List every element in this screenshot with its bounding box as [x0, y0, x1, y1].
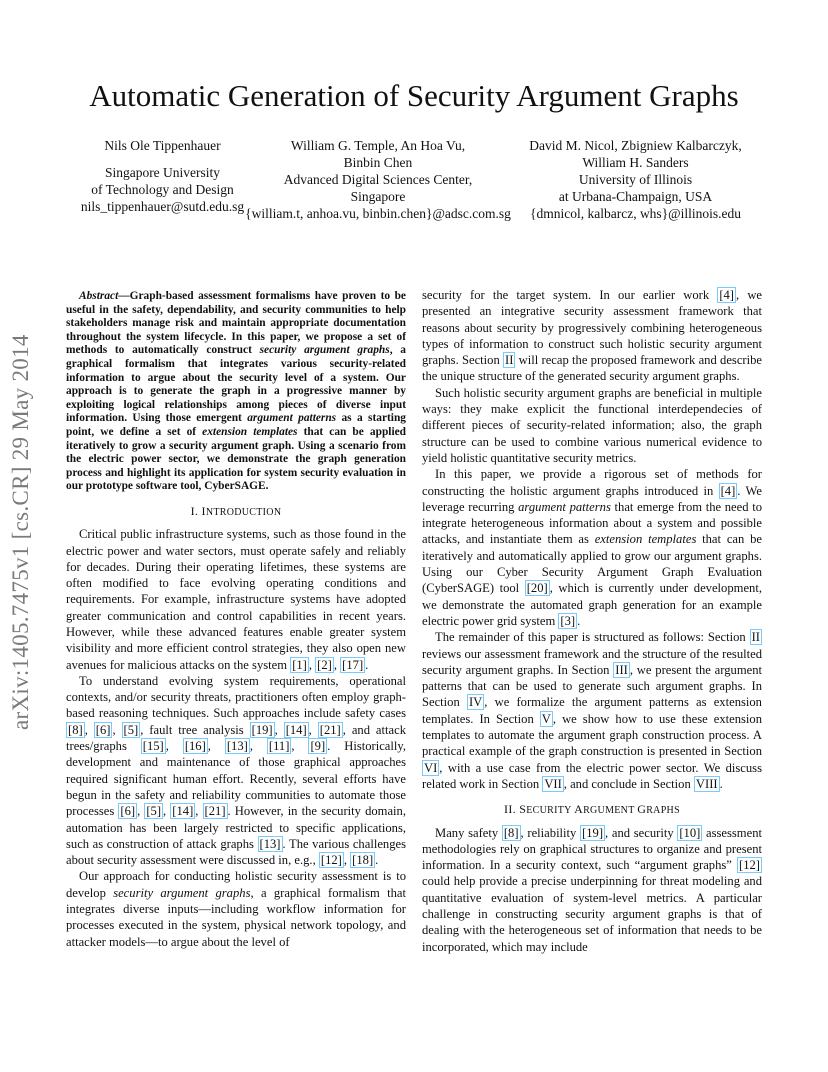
- paragraph: security for the target system. In our earlier work [4] , we presented an integrative security assessment framework that reasons about security by progressively combining heterogeneous types of information to construct such holistic security argument graphs. Section II will recap the proposed framework and describe the unique structure of the generated security argument graphs.: [422, 288, 762, 384]
- author-names: William H. Sanders: [582, 155, 689, 170]
- section-link[interactable]: II: [751, 630, 760, 645]
- citation-link[interactable]: [2]: [317, 657, 332, 672]
- right-column: [422, 287, 762, 955]
- citation-link[interactable]: [14]: [285, 722, 307, 737]
- citation-link[interactable]: [15]: [142, 739, 164, 754]
- citation-link[interactable]: [10]: [679, 825, 701, 840]
- author-names: David M. Nicol, Zbigniew Kalbarczyk,: [529, 138, 742, 153]
- author-names: Binbin Chen: [343, 155, 413, 170]
- paragraph: Many safety [8] , reliability [19] , and security [10] assessment methodologies rely on graphical structures to organize and present information. In a security context, such “argument graphs” [12] could help provide a precise underpinning for threat modeling and quantitative evaluation of system-level metrics. A particular challenge in constructing security argument graphs is that of dealing with the heterogeneous set of information that needs to be incorporated, which may include: [422, 825, 762, 954]
- citation-link[interactable]: [11]: [268, 739, 290, 754]
- citation-link[interactable]: [8]: [503, 825, 519, 840]
- paragraph: In this paper, we provide a rigorous set of methods for constructing the holistic argument graphs introduced in [4] . We leverage recurring argument patterns that emerge from the need to integrate heterogeneous information about a system and possible attacks, and instantiate them as extension templates that can be iteratively and automatically applied to grow our argument graphs. Using our Cyber Security Argument Graph Evaluation (CyberSAGE) tool [20] , which is currently under development, we demonstrate the automated graph generation for an example electric power grid system [3] .: [422, 467, 762, 628]
- citation-link[interactable]: [17]: [342, 657, 364, 672]
- author-affiliation: of Technology and Design: [91, 182, 234, 197]
- citation-link[interactable]: [13]: [226, 739, 248, 754]
- paragraph: The remainder of this paper is structured as follows: Section II reviews our assessment framework and the structure of the resulted security argument graphs. In Section III , we present the argument patterns that can be used to generate such argument graphs. In Section IV , we formalize the argument patterns as extension templates. In Section V , we show how to use these extension templates to automate the argument graph construction process. A practical example of the graph construction is presented in Section VI , with a use case from the electric power sector. We discuss related work in Section VII , and conclude in Section VIII .: [422, 630, 762, 791]
- citation-link[interactable]: [9]: [310, 739, 326, 754]
- citation-link[interactable]: [18]: [352, 853, 374, 868]
- citation-link[interactable]: [21]: [204, 804, 226, 819]
- section-heading-security-argument-graphs: II. SECURITY ARGUMENT GRAPHS: [504, 802, 680, 817]
- paragraph: Such holistic security argument graphs are beneficial in multiple ways: they make explicit the functional interdependecies of different pieces of security-related information; also, the graph structure can be used to combine various numerical evidence to yield holistic quantitative security metrics.: [422, 385, 762, 465]
- author-affiliation: Singapore: [350, 189, 406, 204]
- paragraph: Our approach for conducting holistic security assessment is to develop security argument graphs, a graphical formalism that integrates diverse inputs—including workflow information for processes executed in the system, physical network topology, and attacker models—to argue about the level of: [66, 869, 406, 949]
- section-link[interactable]: V: [541, 711, 551, 726]
- citation-link[interactable]: [8]: [68, 722, 83, 737]
- citation-link[interactable]: [14]: [172, 804, 194, 819]
- citation-link[interactable]: [20]: [526, 581, 548, 596]
- author-block-3: [508, 137, 763, 222]
- author-block-2: [238, 137, 518, 222]
- paragraph: Critical public infrastructure systems, such as those found in the electric power and water sectors, must operate safely and reliably for decades. During their operating lifetimes, these systems are often modified to face evolving operating conditions and requirements. For example, infrastructure systems have adopted greater communication and control capabilities in recent years. However, while these advanced features enable greater system visibility and more efficient control strategies, they also open new avenues for malicious attacks on the system [1] , [2] , [17] .: [66, 527, 406, 672]
- citation-link[interactable]: [4]: [719, 288, 734, 302]
- author-names: William G. Temple, An Hoa Vu,: [290, 138, 466, 153]
- citation-link[interactable]: [6]: [95, 722, 111, 737]
- author-affiliation: Singapore University: [104, 165, 221, 180]
- citation-link[interactable]: [16]: [184, 739, 206, 754]
- citation-link[interactable]: [21]: [319, 722, 341, 737]
- paper-title: Automatic Generation of Security Argument Graphs: [89, 78, 739, 113]
- citation-link[interactable]: [19]: [582, 825, 604, 840]
- author-names: Nils Ole Tippenhauer: [104, 138, 221, 153]
- author-email: {william.t, anhoa.vu, binbin.chen}@adsc.com.sg: [245, 206, 511, 221]
- citation-link[interactable]: [3]: [560, 613, 576, 628]
- arxiv-identifier: arXiv:1405.7475v1 [cs.CR] 29 May 2014: [8, 334, 33, 730]
- paragraph: To understand evolving system requirements, operational contexts, and/or security threats, practitioners often employ graph-based reasoning techniques. Such approaches include safety cases [8] , [6] , [5] , fault tree analysis [19] , [14] , [21] , and attack trees/graphs [15] , [16] , [13] , [11] , [9] . Historically, development and maintenance of those graphical approaches required significant human effort. Recently, several efforts have begun in the safety and reliability communities to automate those processes [6] , [5] , [14] , [21] . However, in the security domain, automation has been largely restricted to specific applications, such as construction of attack graphs [13] . The various challenges about security assessment were discussed in, e.g., [12] , [18] .: [66, 673, 407, 868]
- section-link[interactable]: VI: [424, 760, 438, 775]
- citation-link[interactable]: [1]: [292, 657, 307, 672]
- citation-link[interactable]: [13]: [259, 836, 281, 851]
- author-affiliation: Advanced Digital Sciences Center,: [283, 172, 473, 187]
- citation-link[interactable]: [6]: [120, 804, 136, 819]
- section-link[interactable]: II: [505, 353, 514, 368]
- author-affiliation: at Urbana-Champaign, USA: [558, 189, 713, 204]
- citation-link[interactable]: [5]: [123, 722, 139, 737]
- section-heading-introduction: I. INTRODUCTION: [190, 503, 282, 518]
- author-email: {dmnicol, kalbarcz, whs}@illinois.edu: [530, 206, 741, 221]
- author-affiliation: University of Illinois: [578, 172, 693, 187]
- citation-link[interactable]: [5]: [146, 804, 162, 819]
- section-link[interactable]: VIII: [695, 776, 718, 791]
- section-link[interactable]: IV: [468, 695, 483, 710]
- citation-link[interactable]: [12]: [320, 853, 342, 868]
- section-link[interactable]: III: [615, 662, 628, 677]
- citation-link[interactable]: [12]: [739, 858, 760, 873]
- left-column: [66, 290, 406, 950]
- abstract: Abstract—Graph-based assessment formalisms have proven to be useful in the safety, dependability, and security communities to help stakeholders manage risk and maintain appropriate documentation throughout the system lifecycle. In this paper, we propose a set of methods to automatically construct security argument graphs, a graphical formalism that integrates various security-related information to argue about the security level of a system. Our approach is to generate the graph in a progressive manner by exploiting logical relationships among pieces of diverse input information. Using those emergent argument patterns as a starting point, we define a set of extension templates that can be applied iteratively to grow a security argument graph. Using a scenario from the electric power sector, we demonstrate the graph generation process and highlight its application for system security evaluation in our prototype software tool, CyberSAGE.: [66, 290, 406, 493]
- citation-link[interactable]: [19]: [251, 722, 273, 737]
- author-email: nils_tippenhauer@sutd.edu.sg: [80, 199, 245, 214]
- section-link[interactable]: VII: [544, 776, 562, 791]
- citation-link[interactable]: [4]: [720, 483, 736, 498]
